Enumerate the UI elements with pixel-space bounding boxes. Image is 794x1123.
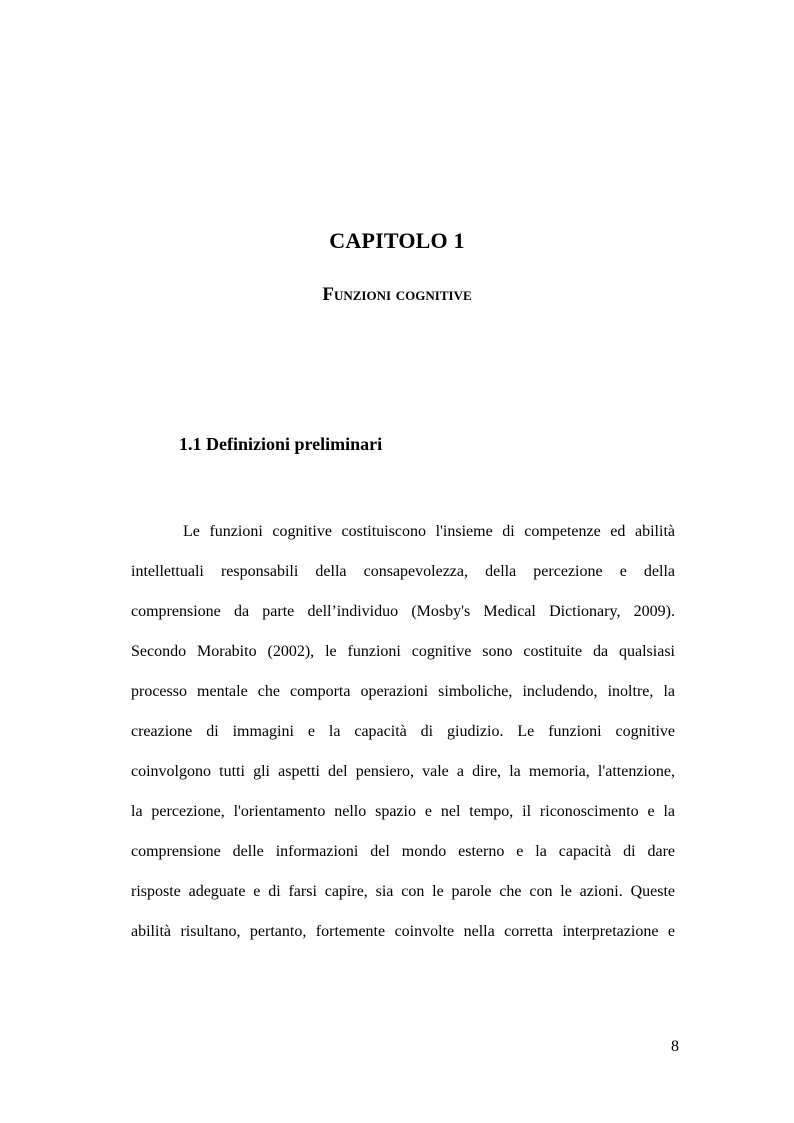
body-paragraph: [131, 512, 675, 952]
page-number: 8: [671, 1038, 679, 1055]
paragraph-line: la percezione, l'orientamento nello spazio e nel tempo, il riconoscimento e la: [131, 803, 675, 820]
paragraph-line: abilità risultano, pertanto, fortemente coinvolte nella corretta interpretazione e: [131, 923, 675, 940]
paragraph-line: creazione di immagini e la capacità di giudizio. Le funzioni cognitive: [131, 723, 675, 740]
paragraph-line: comprensione da parte dell’individuo (Mosby's Medical Dictionary, 2009).: [131, 603, 675, 620]
paragraph-line: Secondo Morabito (2002), le funzioni cognitive sono costituite da qualsiasi: [131, 643, 675, 660]
paragraph-line: intellettuali responsabili della consapevolezza, della percezione e della: [131, 563, 675, 580]
chapter-label: CAPITOLO 1: [329, 228, 465, 253]
paragraph-line: processo mentale che comporta operazioni simboliche, includendo, inoltre, la: [131, 683, 675, 700]
paragraph-line: comprensione delle informazioni del mondo esterno e la capacità di dare: [131, 843, 675, 860]
paragraph-line: coinvolgono tutti gli aspetti del pensiero, vale a dire, la memoria, l'attenzione,: [131, 763, 675, 780]
paragraph-line: risposte adeguate e di farsi capire, sia con le parole che con le azioni. Queste: [131, 883, 675, 900]
paragraph-line: Le funzioni cognitive costituiscono l'insieme di competenze ed abilità: [183, 523, 675, 540]
chapter-title: Funzioni cognitive: [322, 284, 472, 305]
section-heading: 1.1 Definizioni preliminari: [179, 434, 383, 454]
